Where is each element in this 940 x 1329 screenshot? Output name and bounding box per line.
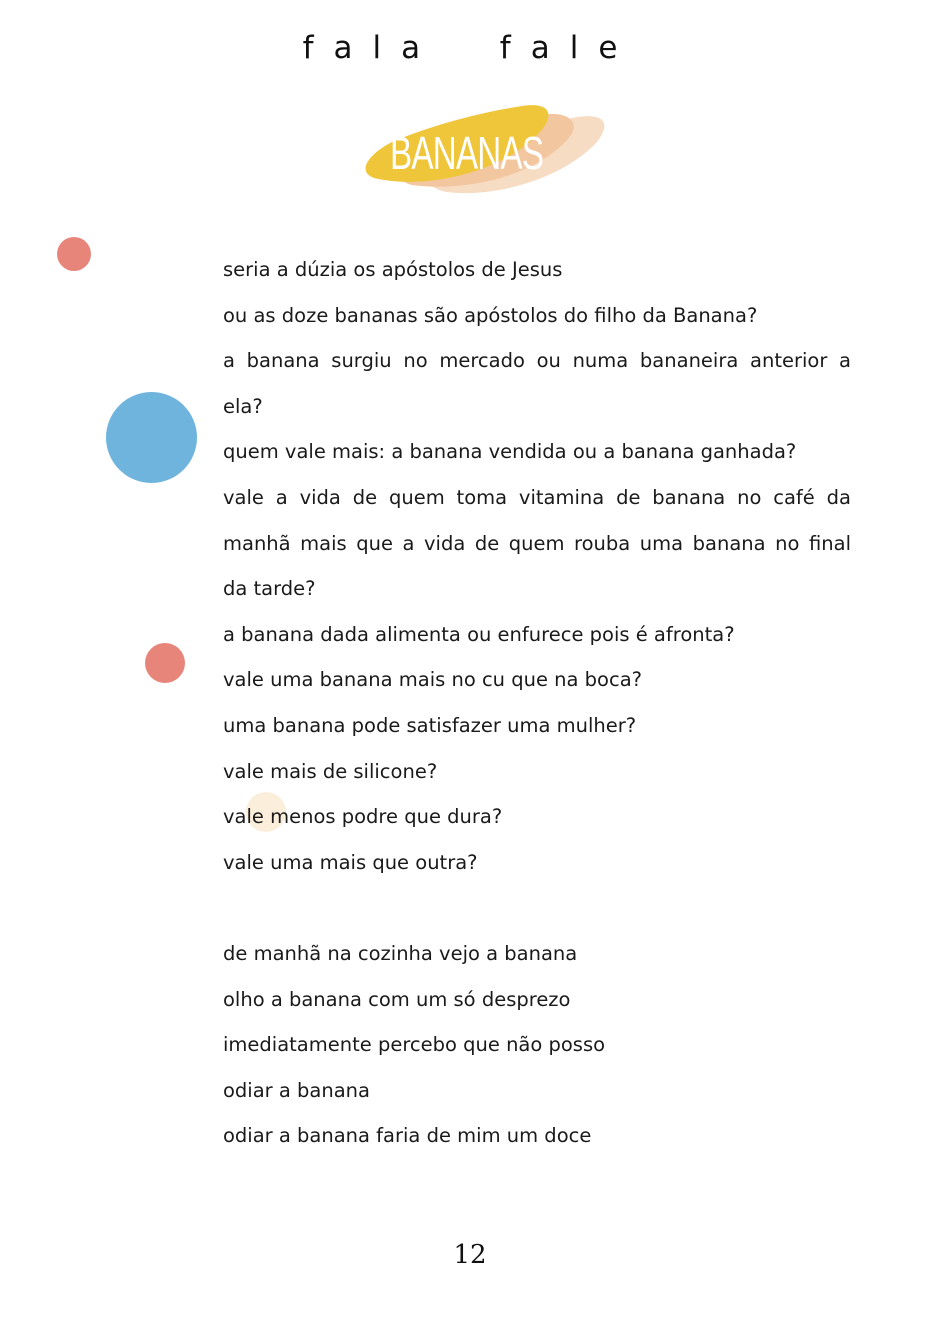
- poem-line: a banana dada alimenta ou enfurece pois é afronta?: [223, 622, 735, 646]
- poem-line: odiar a banana: [223, 1078, 370, 1102]
- poem-line: vale mais de silicone?: [223, 759, 438, 783]
- poem-line: vale uma mais que outra?: [223, 850, 478, 874]
- poem-line: ela?: [223, 394, 263, 418]
- poem-line: vale a vida de quem toma vitamina de banana no café da: [223, 485, 851, 509]
- poem-line: uma banana pode satisfazer uma mulher?: [223, 713, 637, 737]
- decorative-dot-blue: [106, 392, 197, 483]
- poem-line: seria a dúzia os apóstolos de Jesus: [223, 258, 563, 281]
- poem-line: vale menos podre que dura?: [223, 805, 503, 829]
- poem-line: olho a banana com um só desprezo: [223, 987, 571, 1011]
- poem-line: da tarde?: [223, 577, 316, 601]
- poem-line: vale uma banana mais no cu que na boca?: [223, 668, 643, 692]
- decorative-dot-coral-1: [57, 237, 91, 271]
- decorative-dot-coral-2: [145, 643, 185, 683]
- poem-line: a banana surgiu no mercado ou numa bananeira anterior a: [223, 349, 851, 373]
- poem-line: odiar a banana faria de mim um doce: [223, 1124, 592, 1148]
- poem-line: imediatamente percebo que não posso: [223, 1033, 606, 1057]
- poem-body: [223, 247, 851, 1159]
- poem-line: manhã mais que a vida de quem rouba uma banana no final: [223, 531, 851, 555]
- poem-line: quem vale mais: a banana vendida ou a banana ganhada?: [223, 440, 797, 464]
- bananas-logo-text: BANANAS: [390, 127, 544, 179]
- page-number: 12: [453, 1240, 487, 1270]
- poem-line: ou as doze bananas são apóstolos do filho da Banana?: [223, 303, 758, 327]
- page-header-title: fala fale: [302, 30, 638, 66]
- stanza-break: [223, 885, 851, 931]
- poem-line: de manhã na cozinha vejo a banana: [223, 941, 578, 965]
